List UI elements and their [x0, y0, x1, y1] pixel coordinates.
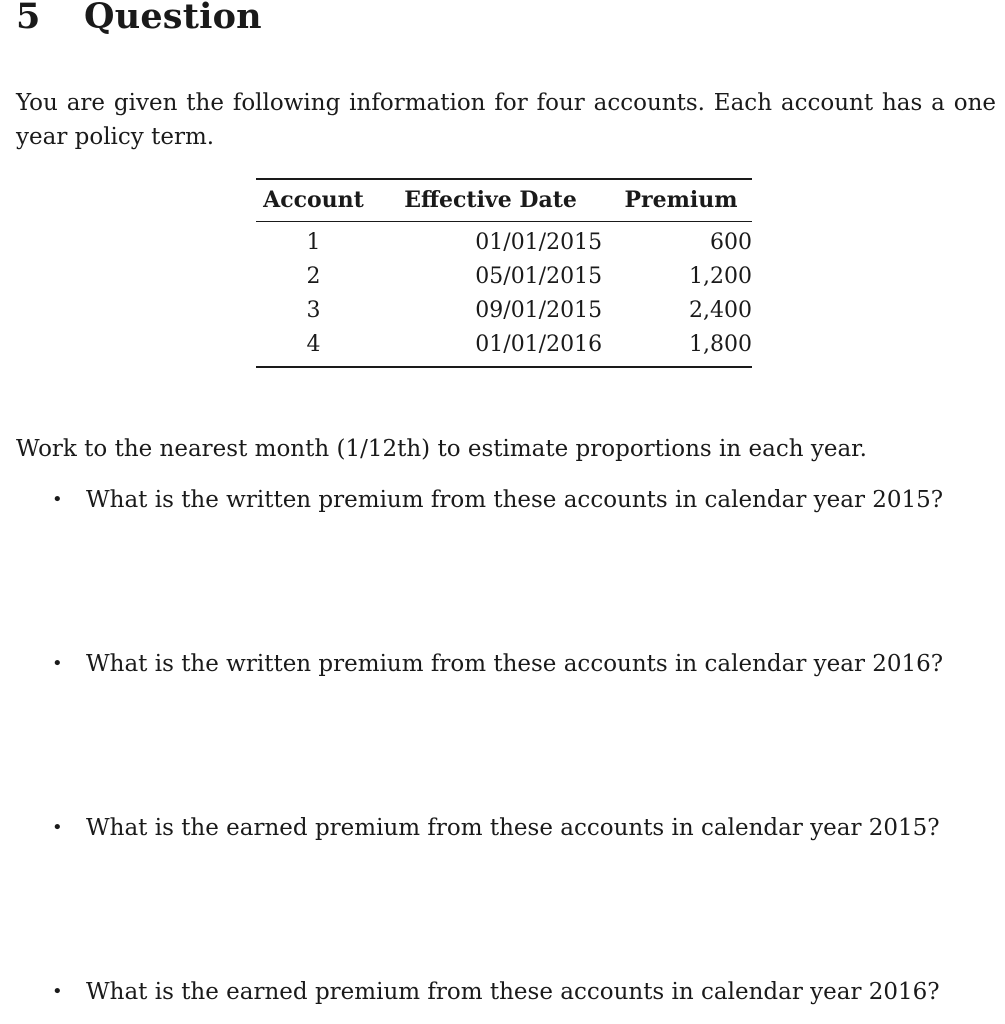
bullet-icon: • — [52, 653, 63, 674]
intro-line-2: year policy term. — [16, 124, 215, 150]
question-item — [52, 647, 943, 681]
question-item — [52, 811, 940, 845]
table-row — [256, 328, 752, 366]
table-row — [256, 222, 752, 260]
section-heading — [16, 0, 262, 37]
cell-account: 4 — [306, 332, 321, 358]
question-text: What is the written premium from these accounts in calendar year 2016? — [86, 651, 944, 677]
intro-line-1: You are given the following information for four accounts. Each account has a one — [16, 90, 996, 116]
bullet-icon: • — [52, 817, 63, 838]
cell-effective-date: 09/01/2015 — [475, 298, 603, 324]
table-header-row — [256, 180, 752, 221]
header-account: Account — [263, 187, 364, 213]
accounts-table-grid — [256, 180, 752, 366]
cell-premium: 1,800 — [689, 332, 752, 358]
cell-effective-date: 01/01/2016 — [475, 332, 603, 358]
question-text: What is the written premium from these accounts in calendar year 2015? — [86, 487, 944, 513]
header-premium: Premium — [624, 187, 738, 213]
bullet-icon: • — [52, 981, 63, 1002]
cell-effective-date: 01/01/2015 — [475, 230, 603, 256]
cell-account: 3 — [306, 298, 321, 324]
accounts-table — [256, 178, 752, 368]
cell-premium: 1,200 — [689, 264, 752, 290]
intro-paragraph — [16, 86, 996, 154]
cell-account: 1 — [306, 230, 321, 256]
question-text: What is the earned premium from these accounts in calendar year 2015? — [86, 815, 940, 841]
bullet-icon: • — [52, 489, 63, 510]
question-item — [52, 975, 940, 1009]
cell-account: 2 — [306, 264, 321, 290]
instruction-text: Work to the nearest month (1/12th) to estimate proportions in each year. — [16, 436, 867, 462]
table-bottom-rule — [256, 366, 752, 368]
section-title: Question — [84, 0, 262, 37]
cell-premium: 2,400 — [689, 298, 752, 324]
header-effective-date: Effective Date — [404, 187, 577, 213]
cell-effective-date: 05/01/2015 — [475, 264, 603, 290]
section-number: 5 — [16, 0, 41, 37]
question-text: What is the earned premium from these accounts in calendar year 2016? — [86, 979, 940, 1005]
question-item — [52, 483, 943, 517]
table-row — [256, 260, 752, 294]
cell-premium: 600 — [710, 230, 752, 256]
table-row — [256, 294, 752, 328]
